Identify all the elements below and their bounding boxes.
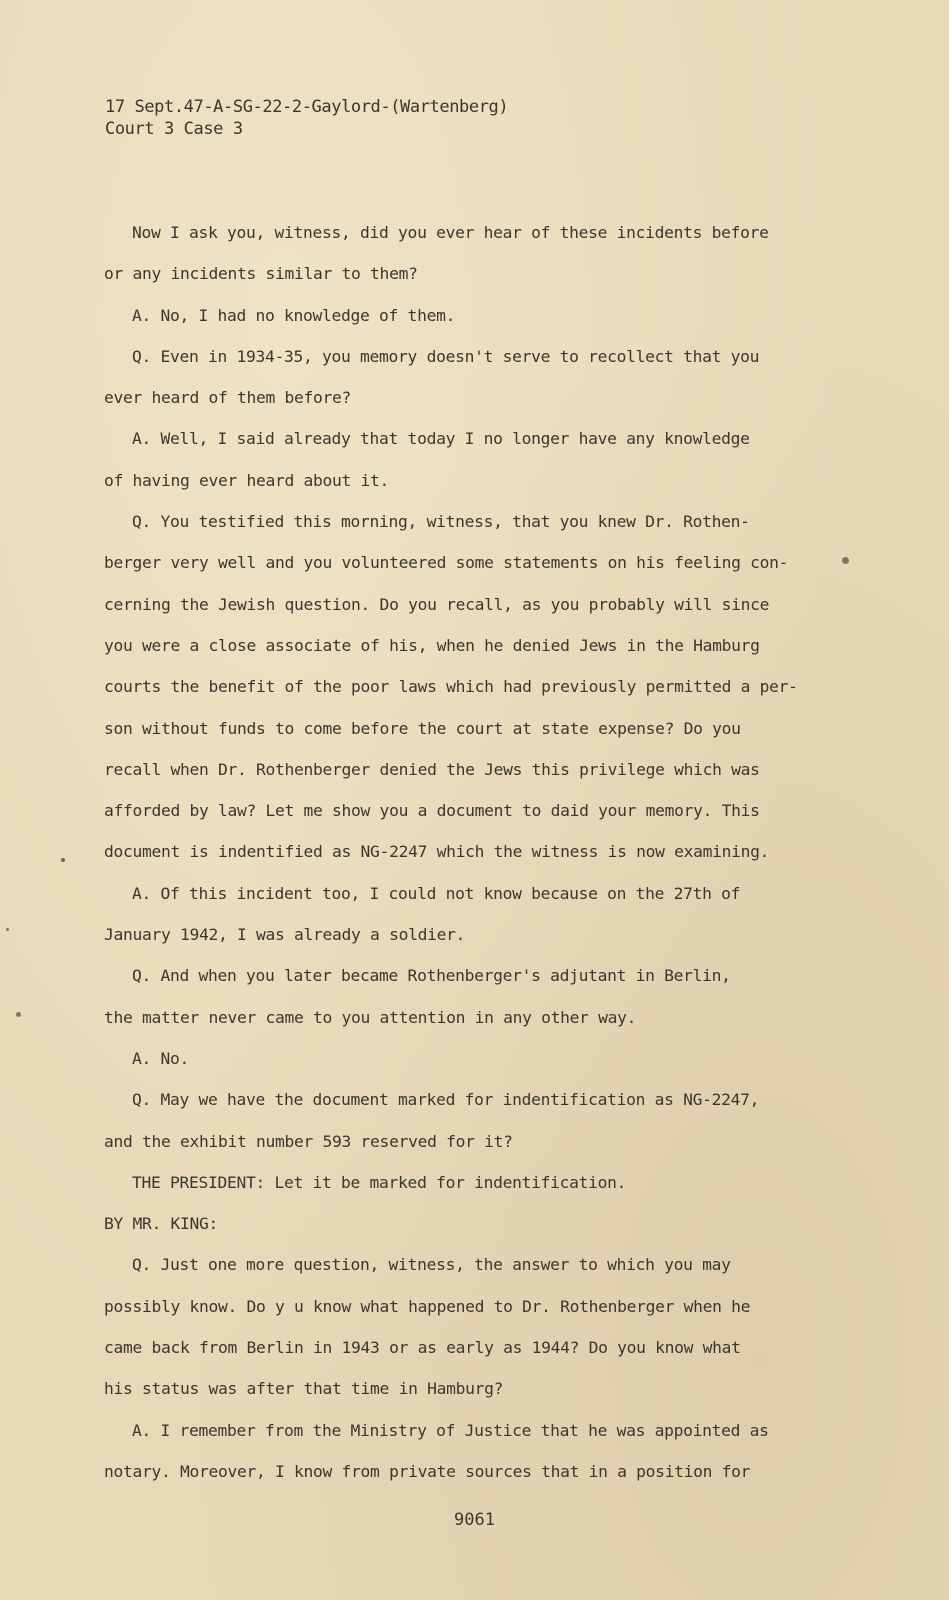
header-reference-line: 17 Sept.47-A-SG-22-2-Gaylord-(Wartenberg) [105,97,509,117]
transcript-line: Q. And when you later became Rothenberger's adjutant in Berlin, [132,966,731,986]
paper-speck [842,557,849,564]
transcript-line: cerning the Jewish question. Do you recall, as you probably will since [104,594,770,614]
transcript-line: A. Of this incident too, I could not know because on the 27th of [132,883,741,903]
transcript-line: A. No. [132,1048,190,1068]
document-header [105,96,508,140]
transcript-line: or any incidents similar to them? [104,264,418,284]
paper-speck [61,858,65,862]
transcript-line: A. I remember from the Ministry of Justice that he was appointed as [132,1420,769,1440]
transcript-line: afforded by law? Let me show you a document to daid your memory. This [104,801,760,821]
transcript-line: the matter never came to you attention in any other way. [104,1007,637,1027]
transcript-line: his status was after that time in Hamburg? [104,1379,504,1399]
transcript-line: recall when Dr. Rothenberger denied the Jews this privilege which was [104,759,760,779]
transcript-line: and the exhibit number 593 reserved for it? [104,1131,513,1151]
transcript-line: Q. May we have the document marked for indentification as NG-2247, [132,1090,760,1110]
transcript-line: Q. Even in 1934-35, you memory doesn't serve to recollect that you [132,346,760,366]
transcript-line: Q. You testified this morning, witness, that you knew Dr. Rothen- [132,512,750,532]
transcript-line: you were a close associate of his, when he denied Jews in the Hamburg [104,635,760,655]
transcript-line: notary. Moreover, I know from private sources that in a position for [104,1461,751,1481]
transcript-line: berger very well and you volunteered some statements on his feeling con- [104,553,789,573]
transcript-line: January 1942, I was already a soldier. [104,925,466,945]
transcript-line: possibly know. Do y u know what happened to Dr. Rothenberger when he [104,1296,751,1316]
transcript-line: document is indentified as NG-2247 which the witness is now examining. [104,842,770,862]
transcript-line: A. No, I had no knowledge of them. [132,305,456,325]
transcript-body [104,212,864,1492]
paper-speck [16,1012,21,1017]
transcript-line: son without funds to come before the court at state expense? Do you [104,718,741,738]
paper-speck [6,928,9,931]
transcript-line: ever heard of them before? [104,388,352,408]
transcript-line: of having ever heard about it. [104,470,390,490]
transcript-line: came back from Berlin in 1943 or as early as 1944? Do you know what [104,1338,741,1358]
header-court-line: Court 3 Case 3 [105,119,243,139]
transcript-line: courts the benefit of the poor laws which had previously permitted a per- [104,677,798,697]
transcript-line: A. Well, I said already that today I no longer have any knowledge [132,429,750,449]
transcript-line: BY MR. KING: [104,1214,219,1234]
transcript-line: Q. Just one more question, witness, the answer to which you may [132,1255,731,1275]
page-number: 9061 [454,1510,495,1530]
transcript-line: Now I ask you, witness, did you ever hear of these incidents before [132,223,769,242]
transcript-line: THE PRESIDENT: Let it be marked for indentification. [132,1172,627,1192]
